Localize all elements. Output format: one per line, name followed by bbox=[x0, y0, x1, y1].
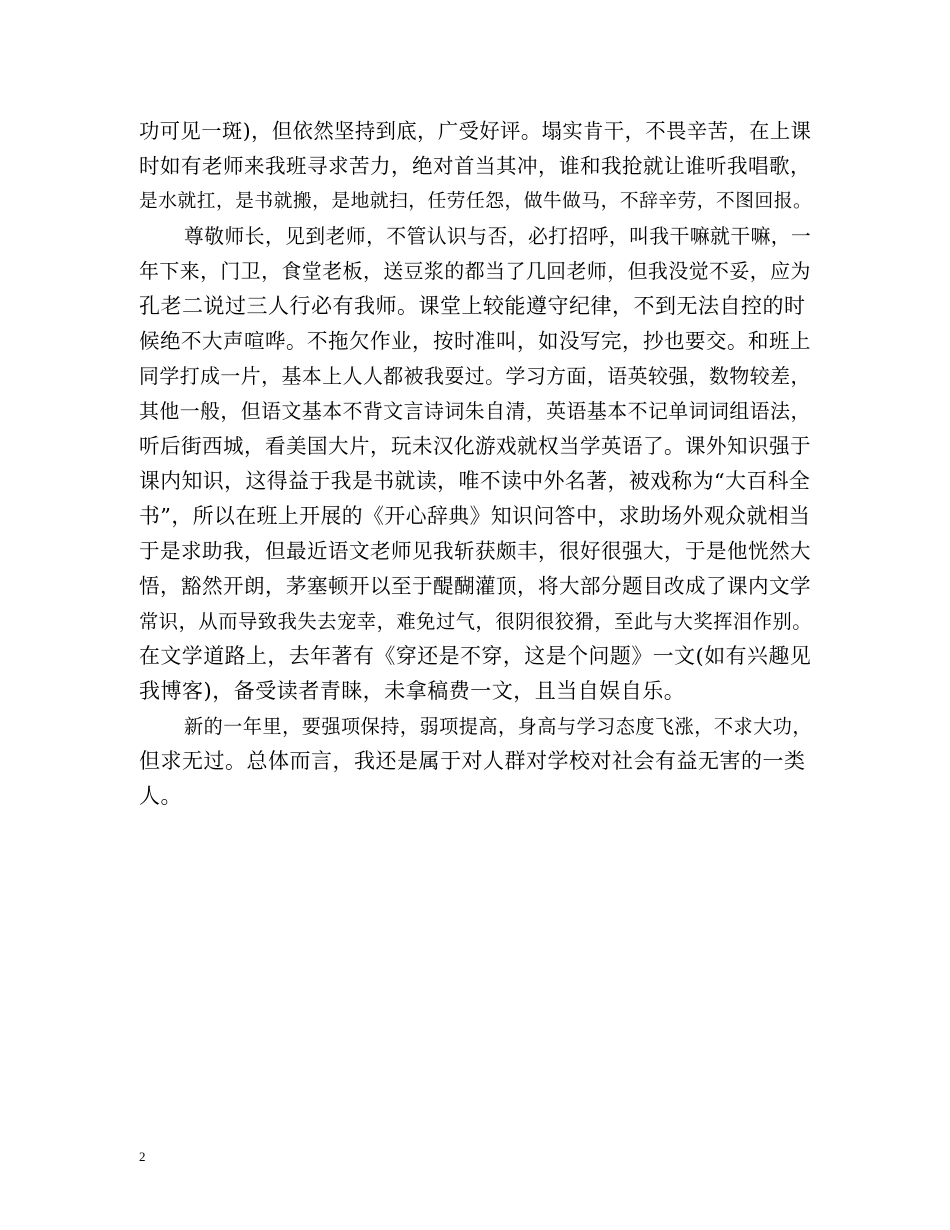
text-line: 其他一般，但语文基本不背文言诗词朱自清，英语基本不记单词词组语法， bbox=[139, 400, 811, 423]
text-line: 功可见一斑)，但依然坚持到底，广受好评。塌实肯干，不畏辛苦，在上课 bbox=[139, 119, 812, 143]
text-line: 时如有老师来我班寻求苦力，绝对首当其冲，谁和我抢就让谁听我唱歌， bbox=[139, 154, 811, 178]
text-line: 年下来，门卫，食堂老板，送豆浆的都当了几回老师，但我没觉不妥，应为 bbox=[139, 260, 811, 283]
text-line: 是水就扛，是书就搬，是地就扫，任劳任怨，做牛做马，不辞辛劳，不图回报。 bbox=[139, 191, 813, 212]
text-line: 听后街西城，看美国大片，玩未汉化游戏就权当学英语了。课外知识强于 bbox=[139, 434, 811, 458]
text-line: 人。 bbox=[139, 784, 182, 808]
text-line: 于是求助我，但最近语文老师见我斩获颇丰，很好很强大，于是他恍然大 bbox=[139, 539, 811, 563]
text-line: 在文学道路上，去年著有《穿还是不穿，这是个问题》一文(如有兴趣见 bbox=[139, 644, 812, 668]
paragraph-3 bbox=[139, 709, 811, 814]
text-line: 孔老二说过三人行必有我师。课堂上较能遵守纪律，不到无法自控的时 bbox=[139, 294, 806, 318]
text-line: 课内知识，这得益于我是书就读，唯不读中外名著，被戏称为“大百科全 bbox=[139, 469, 811, 493]
text-line: 我博客)，备受读者青睐，未拿稿费一文，且当自娱自乐。 bbox=[139, 679, 686, 703]
paragraph-1 bbox=[139, 114, 811, 219]
paragraph-2 bbox=[139, 219, 811, 709]
text-line: 书”，所以在班上开展的《开心辞典》知识问答中，求助场外观众就相当 bbox=[139, 504, 811, 528]
text-line: 新的一年里，要强项保持，弱项提高，身高与学习态度飞涨，不求大功， bbox=[184, 715, 812, 738]
text-line: 常识，从而导致我失去宠幸，难免过气，很阴很狡猾，至此与大奖挥泪作别。 bbox=[139, 610, 813, 633]
text-line: 悟，豁然开朗，茅塞顿开以至于醍醐灌顶，将大部分题目改成了课内文学 bbox=[139, 574, 811, 598]
text-line: 同学打成一片，基本上人人都被我耍过。学习方面，语英较强，数物较差， bbox=[139, 365, 811, 388]
text-line: 候绝不大声喧哗。不拖欠作业，按时准叫，如没写完，抄也要交。和班上 bbox=[139, 329, 811, 353]
page-number: 2 bbox=[139, 1149, 146, 1164]
body-text bbox=[139, 114, 811, 814]
text-line: 尊敬师长，见到老师，不管认识与否，必打招呼，叫我干嘛就干嘛，一 bbox=[184, 225, 812, 248]
text-line: 但求无过。总体而言，我还是属于对人群对学校对社会有益无害的一类 bbox=[139, 749, 806, 773]
